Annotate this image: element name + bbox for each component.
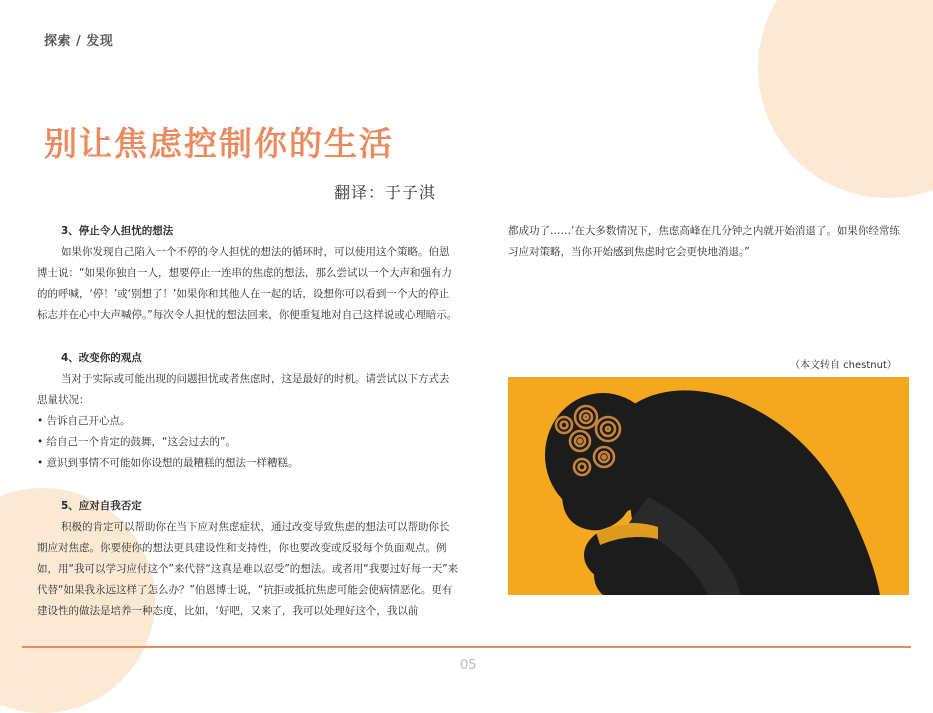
section-label: 探索 / 发现	[44, 34, 114, 49]
section-5-heading: 5、应对自我否定	[61, 500, 142, 512]
translator-credit: 翻译：于子淇	[334, 183, 437, 202]
bullet-item: • 告诉自己开心点。	[37, 415, 131, 427]
section-3-paragraph: 如果你发现自己陷入一个不停的令人担忧的想法的循环时，可以使用这个策略。伯恩博士说：“如果你独自一人，想要停止一连串的焦虑的想法，那么尝试以一个大声和强有力的的呼喊，‘停！’或‘别想了！’如果你和其他人在一起的话，设想你可以看到一个大的停止标志并在心中大声喊停。”每次令人担忧的想法回来，你便重复地对自己这样说或心理暗示。	[37, 246, 458, 321]
section-3-heading: 3、停止令人担忧的想法	[61, 225, 174, 237]
section-4-heading: 4、改变你的观点	[61, 352, 142, 364]
continuation-paragraph: 都成功了……’在大多数情况下，焦虑高峰在几分钟之内就开始消退了。如果你经常练习应对策略，当你开始感到焦虑时它会更快地消退。”	[508, 225, 900, 258]
right-column	[508, 221, 906, 263]
bullet-item: • 意识到事情不可能如你设想的最糟糕的想法一样糟糕。	[37, 457, 299, 469]
footer-divider	[22, 646, 911, 648]
anxious-person-illustration	[508, 377, 909, 595]
left-column	[37, 221, 459, 622]
page-number: 05	[460, 658, 477, 673]
section-4-paragraph: 当对于实际或可能出现的问题担忧或者焦虑时，这是最好的时机。请尝试以下方式去思量状况：	[37, 373, 450, 406]
article-title: 别让焦虑控制你的生活	[44, 124, 394, 163]
source-credit: （本文转自 chestnut）	[790, 360, 897, 371]
section-5-paragraph: 积极的肯定可以帮助你在当下应对焦虑症状，通过改变导致焦虑的想法可以帮助你长期应对焦虑。你要使你的想法更具建设性和支持性，你也要改变或反驳每个负面观点。例如，用“我可以学习应付这个”来代替“这真是难以忍受”的想法。或者用“我要过好每一天”来代替“如果我永远这样了怎么办？”伯恩博士说，“抗拒或抵抗焦虑可能会使病情恶化。更有建设性的做法是培养一种态度，比如，‘好吧，又来了，我可以处理好这个，我以前	[37, 521, 459, 617]
bullet-item: • 给自己一个肯定的鼓舞，“这会过去的”。	[37, 436, 236, 448]
decorative-circle-top-right	[758, 0, 933, 198]
